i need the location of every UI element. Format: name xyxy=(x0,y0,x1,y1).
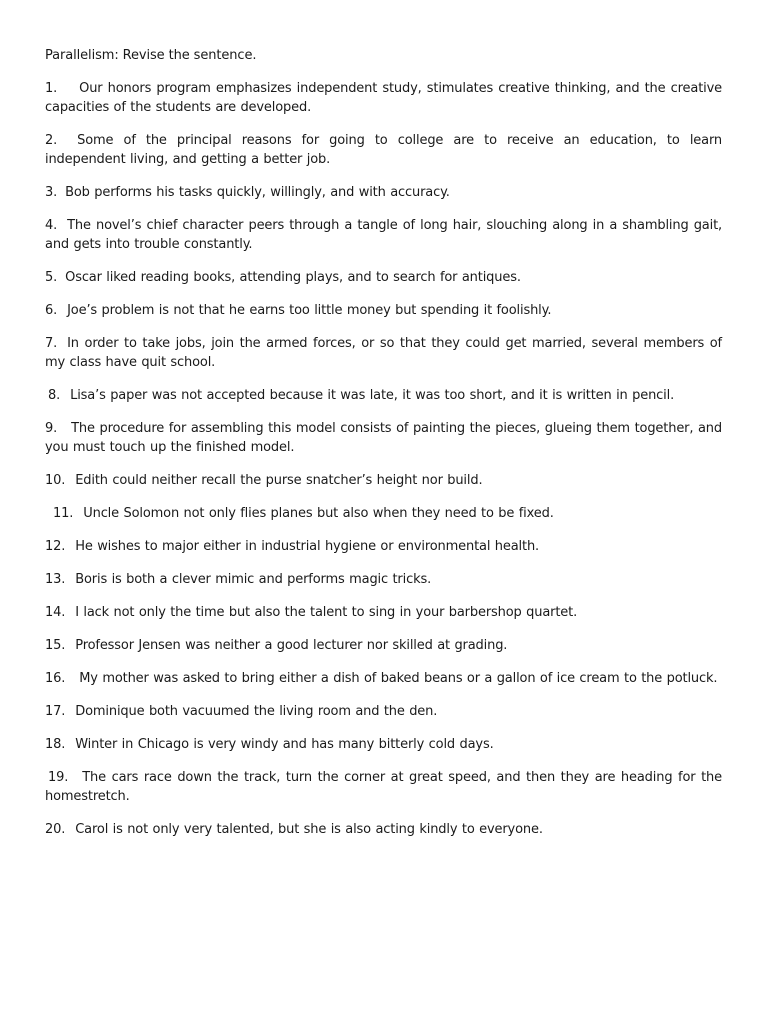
exercise-item-6 xyxy=(45,301,722,320)
exercise-item-15 xyxy=(45,636,722,655)
item-number: 8. xyxy=(48,388,61,403)
exercise-item-11 xyxy=(45,504,722,523)
item-text: Joe’s problem is not that he earns too little money but spending it foolishly. xyxy=(67,303,552,318)
item-text: Edith could neither recall the purse snatcher’s height nor build. xyxy=(75,473,483,488)
item-number: 13. xyxy=(45,572,66,587)
item-number: 19. xyxy=(48,770,69,785)
item-number: 17. xyxy=(45,704,66,719)
item-text: Dominique both vacuumed the living room and the den. xyxy=(75,704,438,719)
item-text: Our honors program emphasizes independent study, stimulates creative thinking, and the creative capacities of the students are developed. xyxy=(45,81,722,115)
item-text: Lisa’s paper was not accepted because it was late, it was too short, and it is written in pencil. xyxy=(70,388,675,403)
item-number: 6. xyxy=(45,303,58,318)
item-text: I lack not only the time but also the talent to sing in your barbershop quartet. xyxy=(75,605,578,620)
item-number: 15. xyxy=(45,638,66,653)
exercise-item-8 xyxy=(45,386,722,405)
item-text: The novel’s chief character peers through a tangle of long hair, slouching along in a shambling gait, and gets into trouble constantly. xyxy=(45,218,722,252)
item-text: Carol is not only very talented, but she is also acting kindly to everyone. xyxy=(75,822,543,837)
item-text: In order to take jobs, join the armed forces, or so that they could get married, several members of my class have quit school. xyxy=(45,336,722,370)
exercise-item-14 xyxy=(45,603,722,622)
item-text: My mother was asked to bring either a dish of baked beans or a gallon of ice cream to the potluck. xyxy=(79,671,718,686)
item-text: Winter in Chicago is very windy and has many bitterly cold days. xyxy=(75,737,494,752)
item-text: Boris is both a clever mimic and performs magic tricks. xyxy=(75,572,432,587)
exercise-item-20 xyxy=(45,820,722,839)
exercise-item-18 xyxy=(45,735,722,754)
item-number: 11. xyxy=(53,506,74,521)
item-number: 12. xyxy=(45,539,66,554)
exercise-item-9 xyxy=(45,419,722,457)
exercise-item-12 xyxy=(45,537,722,556)
item-number: 16. xyxy=(45,671,66,686)
exercise-item-19 xyxy=(45,768,722,806)
item-number: 2. xyxy=(45,133,58,148)
item-text: Uncle Solomon not only flies planes but also when they need to be fixed. xyxy=(83,506,554,521)
item-text: He wishes to major either in industrial hygiene or environmental health. xyxy=(75,539,540,554)
item-text: The procedure for assembling this model consists of painting the pieces, glueing them together, and you must touch up the finished model. xyxy=(45,421,722,455)
item-number: 4. xyxy=(45,218,58,233)
item-text: Professor Jensen was neither a good lecturer nor skilled at grading. xyxy=(75,638,508,653)
exercise-item-2 xyxy=(45,131,722,169)
item-text: The cars race down the track, turn the corner at great speed, and then they are heading for the homestretch. xyxy=(45,770,722,804)
item-number: 14. xyxy=(45,605,66,620)
exercise-item-3 xyxy=(45,183,722,202)
item-number: 18. xyxy=(45,737,66,752)
item-number: 5. xyxy=(45,270,58,285)
item-text: Bob performs his tasks quickly, willingly, and with accuracy. xyxy=(65,185,450,200)
exercise-item-10 xyxy=(45,471,722,490)
item-number: 7. xyxy=(45,336,58,351)
exercise-item-5 xyxy=(45,268,722,287)
item-number: 1. xyxy=(45,81,58,96)
item-number: 10. xyxy=(45,473,66,488)
document-page xyxy=(45,46,722,853)
exercise-item-7 xyxy=(45,334,722,372)
exercise-item-4 xyxy=(45,216,722,254)
exercise-item-13 xyxy=(45,570,722,589)
exercise-item-16 xyxy=(45,669,722,688)
item-text: Oscar liked reading books, attending plays, and to search for antiques. xyxy=(65,270,521,285)
item-number: 3. xyxy=(45,185,58,200)
document-heading: Parallelism: Revise the sentence. xyxy=(45,48,257,63)
exercise-item-17 xyxy=(45,702,722,721)
item-number: 9. xyxy=(45,421,58,436)
item-text: Some of the principal reasons for going to college are to receive an education, to learn independent living, and getting a better job. xyxy=(45,133,722,167)
exercise-item-1 xyxy=(45,79,722,117)
item-number: 20. xyxy=(45,822,66,837)
